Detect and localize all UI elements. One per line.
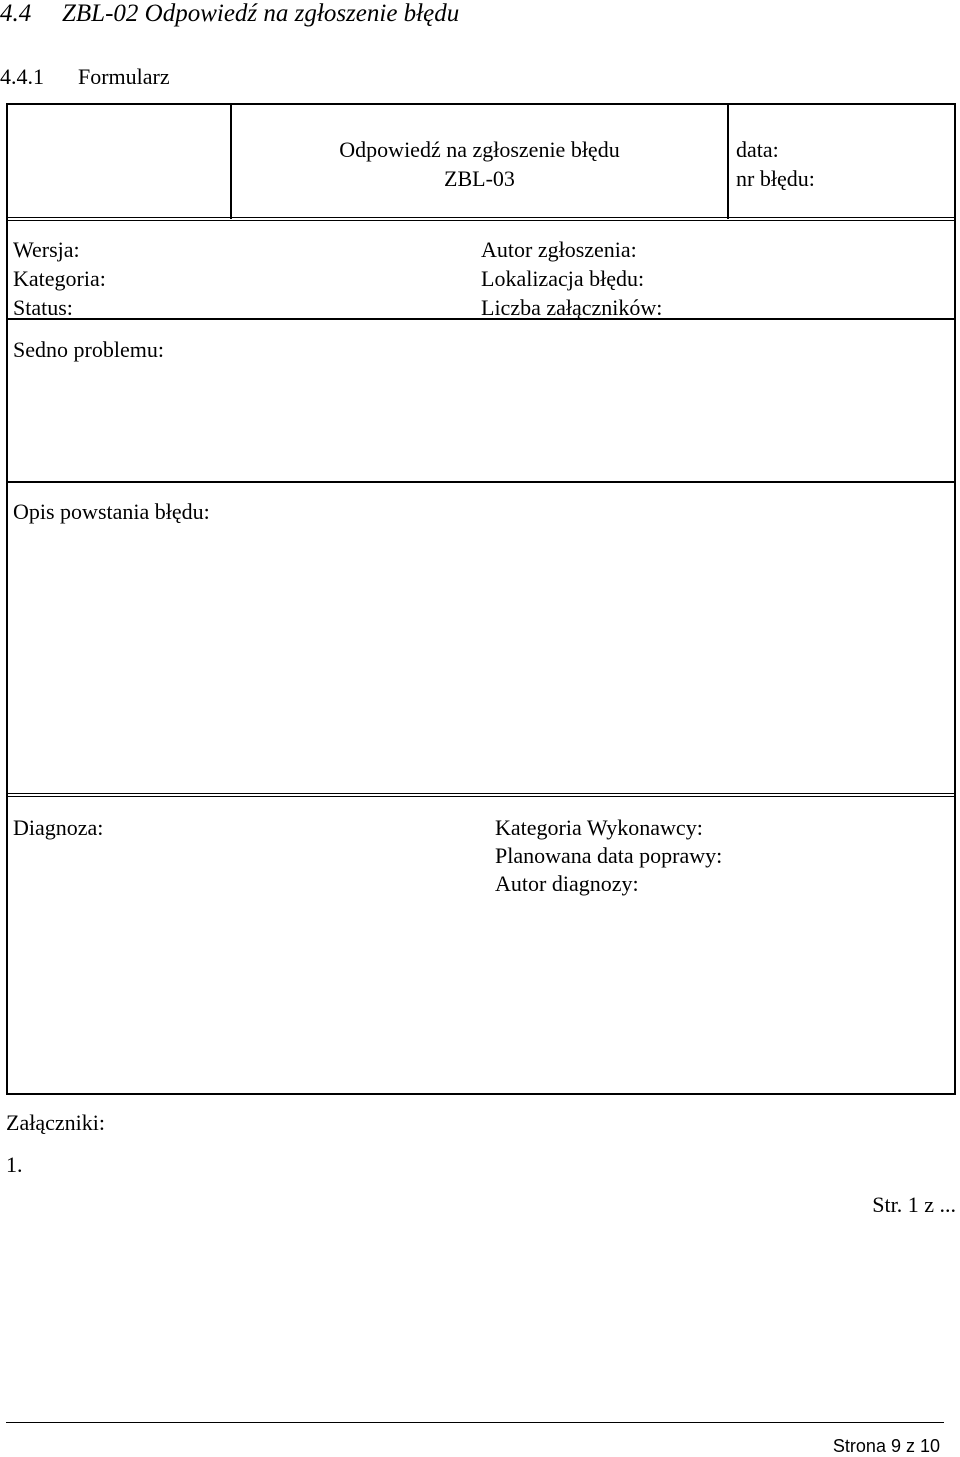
bug-number-label: nr błędu: <box>736 166 815 191</box>
diagnosis-label: Diagnoza: <box>13 815 104 840</box>
form-code: ZBL-03 <box>444 166 515 191</box>
page-indicator: Str. 1 z ... <box>872 1192 956 1217</box>
section-number: 4.4 <box>0 0 32 27</box>
category-label: Kategoria: <box>13 266 106 291</box>
info-bottom-line <box>6 318 956 320</box>
problem-core-bottom-line <box>6 481 956 483</box>
subsection-heading <box>0 64 170 90</box>
attachments-count-label: Liczba załączników: <box>481 295 663 320</box>
footer-page-number: Strona 9 z 10 <box>832 1436 940 1456</box>
date-label: data: <box>736 137 779 162</box>
form-title: Odpowiedź na zgłoszenie błędu <box>339 137 620 162</box>
report-author-label: Autor zgłoszenia: <box>481 237 637 262</box>
error-origin-label: Opis powstania błędu: <box>13 499 210 524</box>
bug-location-label: Lokalizacja błędu: <box>481 266 645 291</box>
error-origin-bottom-line <box>6 793 956 797</box>
attachment-item-1: 1. <box>6 1152 23 1177</box>
version-label: Wersja: <box>13 237 80 262</box>
subsection-title: Formularz <box>78 64 170 89</box>
footer-rule <box>6 1422 944 1423</box>
header-bottom-line <box>6 217 956 221</box>
diagnosis-author-label: Autor diagnozy: <box>495 871 639 896</box>
subsection-number: 4.4.1 <box>0 64 44 89</box>
header-divider-right <box>727 103 729 219</box>
section-heading <box>0 0 459 28</box>
section-title: ZBL-02 Odpowiedź na zgłoszenie błędu <box>62 0 460 27</box>
problem-core-label: Sedno problemu: <box>13 337 164 362</box>
attachments-label: Załączniki: <box>6 1110 105 1135</box>
planned-fix-date-label: Planowana data poprawy: <box>495 843 723 868</box>
contractor-category-label: Kategoria Wykonawcy: <box>495 815 703 840</box>
status-label: Status: <box>13 295 73 320</box>
